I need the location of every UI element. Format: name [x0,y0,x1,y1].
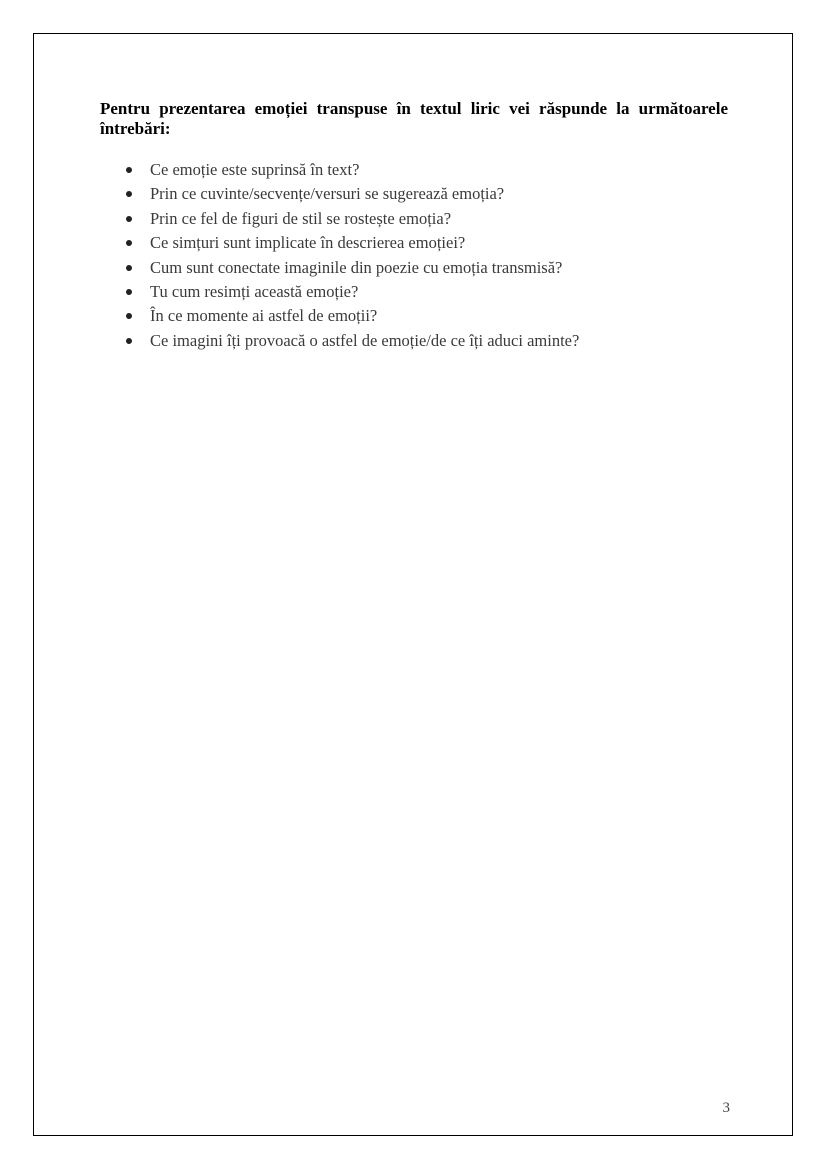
question-item [123,184,579,208]
question-item [123,209,579,233]
bullet-icon [126,167,132,173]
bullet-icon [126,265,132,271]
bullet-icon [126,313,132,319]
bullet-icon [126,289,132,295]
question-item [123,258,579,282]
question-text: Ce emoție este suprinsă în text? [150,160,360,179]
question-text: Prin ce cuvinte/secvențe/versuri se sugerează emoția? [150,184,505,204]
question-text: Tu cum resimți această emoție? [150,281,359,301]
bullet-icon [126,240,132,246]
question-text: Prin ce fel de figuri de stil se rostește emoția? [150,208,452,228]
question-text: Cum sunt conectate imaginile din poezie cu emoția transmisă? [150,257,563,277]
bullet-icon [126,216,132,222]
question-item [123,306,579,330]
question-text: Ce imagini îți provoacă o astfel de emoție/de ce îți aduci aminte? [150,330,580,350]
question-item [123,282,579,306]
bullet-icon [126,191,132,197]
question-item [123,331,579,355]
page-number: 3 [722,1100,730,1116]
question-list [123,160,579,355]
bullet-icon [126,338,132,344]
question-item [123,160,579,184]
question-item [123,233,579,257]
section-heading: Pentru prezentarea emoției transpuse în textul liric vei răspunde la următoarele întrebări: [100,99,728,138]
question-text: Ce simțuri sunt implicate în descrierea emoției? [150,233,466,253]
question-text: În ce momente ai astfel de emoții? [150,306,378,326]
